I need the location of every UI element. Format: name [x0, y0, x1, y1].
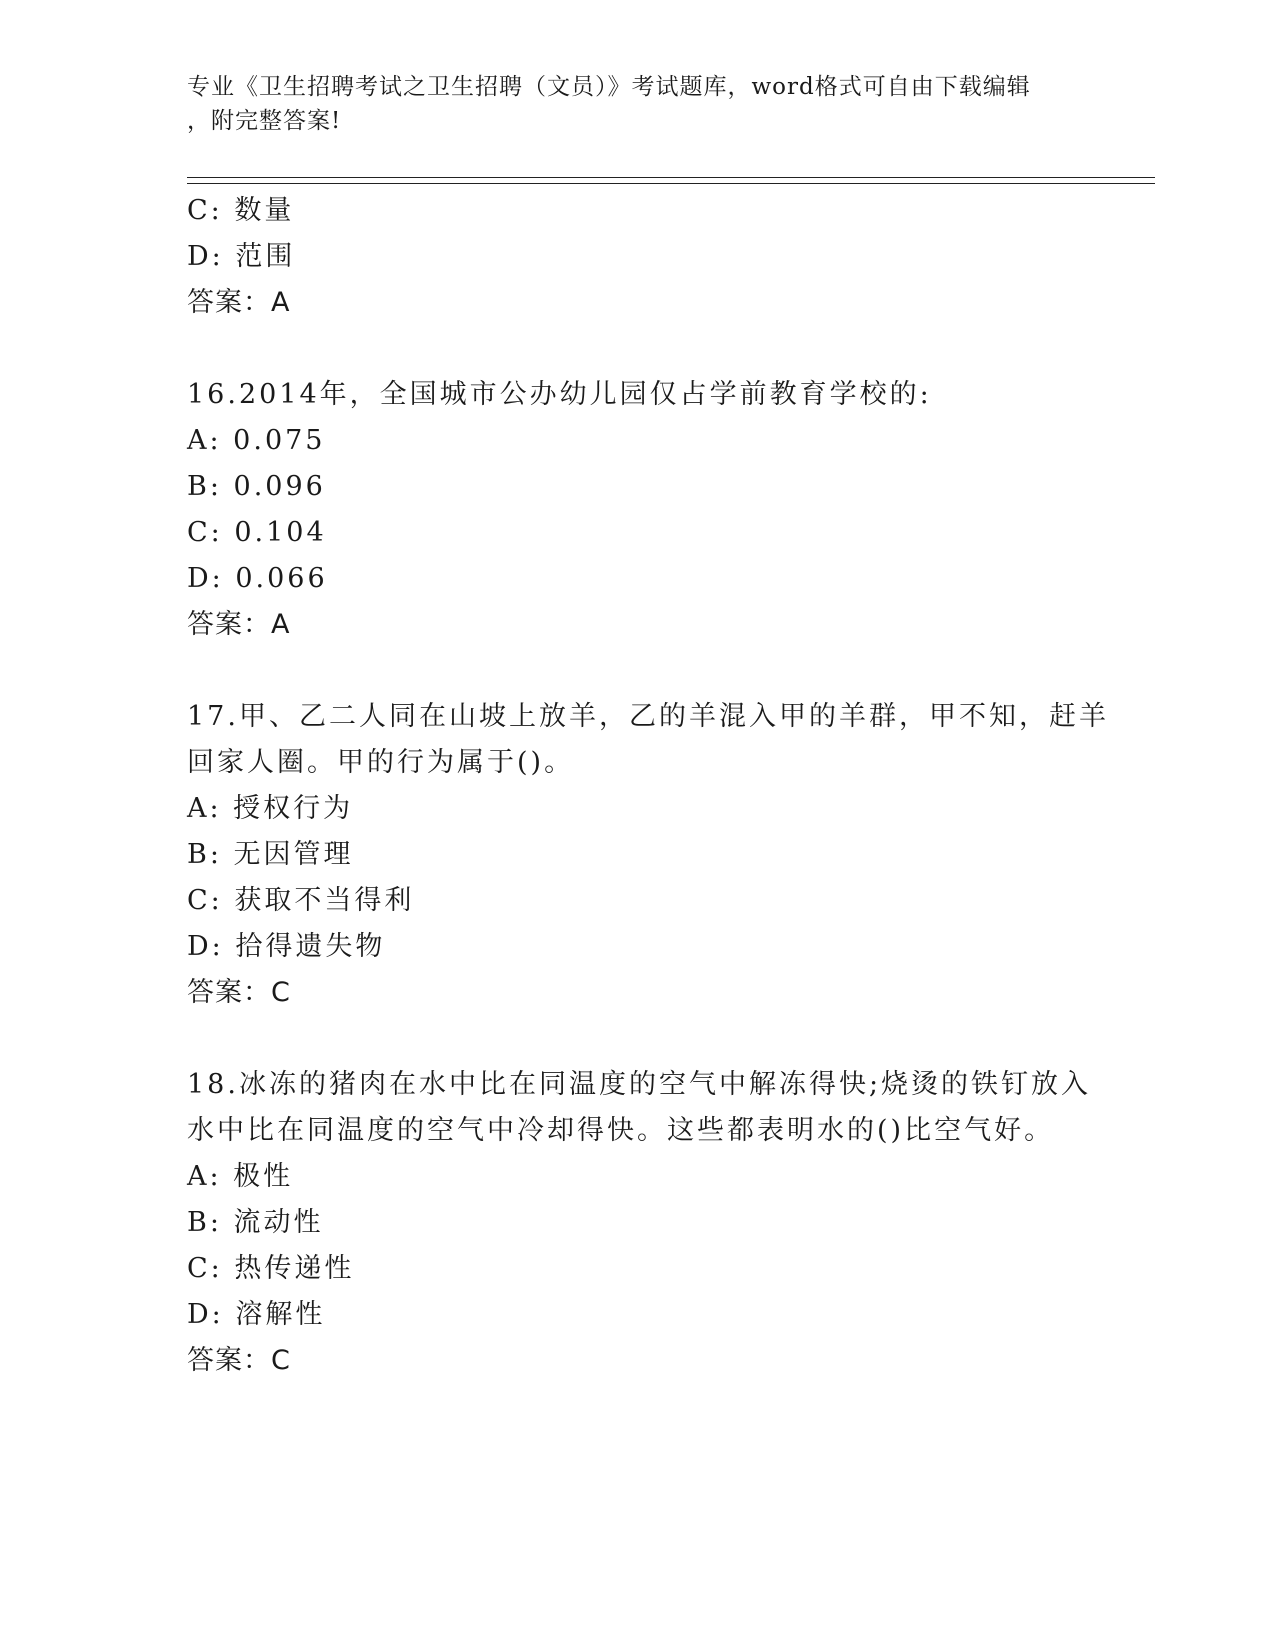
spacer — [187, 326, 1147, 372]
option-c: C: 获取不当得利 — [187, 885, 415, 916]
header-rule-top — [187, 177, 1155, 178]
spacer — [187, 1016, 1147, 1062]
header-rule-bottom — [187, 183, 1155, 184]
option-b: B: 无因管理 — [187, 839, 354, 870]
question-prev — [187, 188, 1147, 326]
document-header — [187, 70, 1087, 138]
question-17 — [187, 694, 1147, 1016]
option-d: D: 0.066 — [187, 563, 328, 594]
option-c: C: 数量 — [187, 195, 295, 226]
question-list — [187, 188, 1147, 1384]
option-a: A: 极性 — [187, 1161, 294, 1192]
spacer — [187, 648, 1147, 694]
question-text: 16.2014年，全国城市公办幼儿园仅占学前教育学校的: — [187, 379, 932, 410]
answer-label: 答案：A — [187, 287, 291, 318]
option-c: C: 热传递性 — [187, 1253, 355, 1284]
question-text-line-2: 回家人圈。甲的行为属于()。 — [187, 747, 575, 778]
option-d: D: 溶解性 — [187, 1299, 326, 1330]
question-18 — [187, 1062, 1147, 1384]
question-text-line-1: 18.冰冻的猪肉在水中比在同温度的空气中解冻得快;烧烫的铁钉放入 — [187, 1069, 1092, 1100]
option-b: B: 流动性 — [187, 1207, 324, 1238]
answer-label: 答案：C — [187, 1345, 291, 1376]
answer-label: 答案：A — [187, 609, 291, 640]
option-d: D: 拾得遗失物 — [187, 931, 386, 962]
question-16 — [187, 372, 1147, 648]
question-text-line-2: 水中比在同温度的空气中冷却得快。这些都表明水的()比空气好。 — [187, 1115, 1055, 1146]
option-b: B: 0.096 — [187, 471, 326, 502]
option-a: A: 授权行为 — [187, 793, 354, 824]
header-line-1: 专业《卫生招聘考试之卫生招聘（文员）》考试题库，word格式可自由下载编辑 — [187, 74, 1031, 100]
question-text-line-1: 17.甲、乙二人同在山坡上放羊，乙的羊混入甲的羊群，甲不知，赶羊 — [187, 701, 1109, 732]
header-line-2: ，附完整答案! — [187, 108, 342, 134]
option-d: D: 范围 — [187, 241, 296, 272]
option-c: C: 0.104 — [187, 517, 327, 548]
option-a: A: 0.075 — [187, 425, 326, 456]
answer-label: 答案：C — [187, 977, 291, 1008]
